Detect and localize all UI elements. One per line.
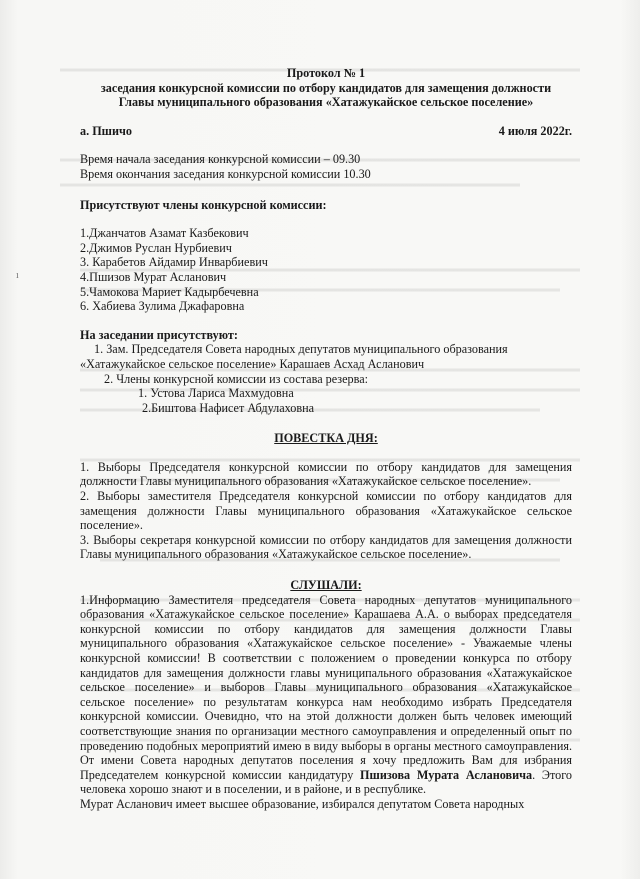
time-start: Время начала заседания конкурсной комиссии – 09.30 [80,152,361,167]
member-item: 6. Хабиева Зулима Джафаровна [80,299,245,314]
reserve-item: 2.Биштова Нафисет Абдулаховна [142,400,315,415]
member-item: 4.Пшизов Мурат Асланович [80,269,227,284]
agenda-heading: ПОВЕСТКА ДНЯ: [274,431,378,446]
document-body [80,66,572,812]
members-list [80,226,572,314]
member-item: 1.Джанчатов Азамат Казбекович [80,226,249,241]
heard-candidate: Пшизова Мурата Аслановича [360,767,533,782]
heard-paragraph [80,593,572,797]
document-subtitle-line1: заседания конкурсной комиссии по отбору кандидатов для замещения должности [100,80,552,95]
present-heading: На заседании присутствуют: [80,327,238,342]
agenda-list [80,460,572,562]
members-heading: Присутствуют члены конкурсной комиссии: [80,197,327,212]
agenda-item: 1. Выборы Председателя конкурсной комиссии по отбору кандидатов для замещения должности Главы муниципального образования «Хатажукайское сельское поселение». [80,459,572,489]
member-item: 2.Джимов Руслан Нурбиевич [80,240,232,255]
place: а. Пшичо [80,123,132,138]
scan-edge-mark: ı [16,270,19,281]
heard-heading: СЛУШАЛИ: [290,578,362,593]
time-end: Время окончания заседания конкурсной комиссии 10.30 [80,166,371,181]
heard-text-2: . Этого человека хорошо знают и в поселении, и в районе, и в республике. [80,767,572,797]
heard-text-1: 1.Информацию Заместителя председателя Совета народных депутатов муниципального образования «Хатажукайское сельское поселение» Карашаева А.А. о выборах председателя конкурсной комиссии по отбору кандидатов для замещения должности Главы муниципального образования «Хатажукайское сельское поселение» - Уважаемые члены конкурсной комиссии! В соответствии с положением о проведении конкурса по отбору кандидатов для замещения должности главы муниципального образования «Хатажукайское сельское поселение» и выборов Главы муниципального образования «Хатажукайское сельское поселение» по результатам конкурса нам необходимо избрать Председателя конкурсной комиссии. Очевидно, что на этой должности должен быть человек имеющий соответствующие знания по организации местного самоуправления и определенный опыт по проведению подобных мероприятий имею в виду выборы в органы местного самоуправления. От имени Совета народных депутатов поселения я хочу предложить Вам для избрания Председателем конкурсной комиссии кандидатуру [80,592,572,782]
present-item-1-line1: 1. Зам. Председателя Совета народных депутатов муниципального образования [94,342,508,357]
place-date-row [80,124,572,139]
present-item-1-line2: «Хатажукайское сельское поселение» Карашаев Асхад Асланович [80,356,425,371]
heard-last-line: Мурат Асланович имеет высшее образование, избирался депутатом Совета народных [80,796,525,811]
member-item: 5.Чамокова Мариет Кадырбечевна [80,284,259,299]
present-item-2: 2. Члены конкурсной комиссии из состава резерва: [104,371,369,386]
agenda-item: 3. Выборы секретаря конкурсной комиссии по отбору кандидатов для замещения должности Главы муниципального образования «Хатажукайское сельское поселение». [80,532,572,562]
reserve-item: 1. Устова Лариса Махмудовна [138,386,294,401]
date: 4 июля 2022г. [498,123,572,138]
agenda-item: 2. Выборы заместителя Председателя конкурсной комиссии по отбору кандидатов для замещения должности Главы муниципального образования «Хатажукайское сельское поселение». [80,489,572,533]
document-title: Протокол № 1 [286,66,366,80]
member-item: 3. Карабетов Айдамир Инварбиевич [80,255,268,270]
document-subtitle-line2: Главы муниципального образования «Хатажукайское сельское поселение» [118,95,534,110]
